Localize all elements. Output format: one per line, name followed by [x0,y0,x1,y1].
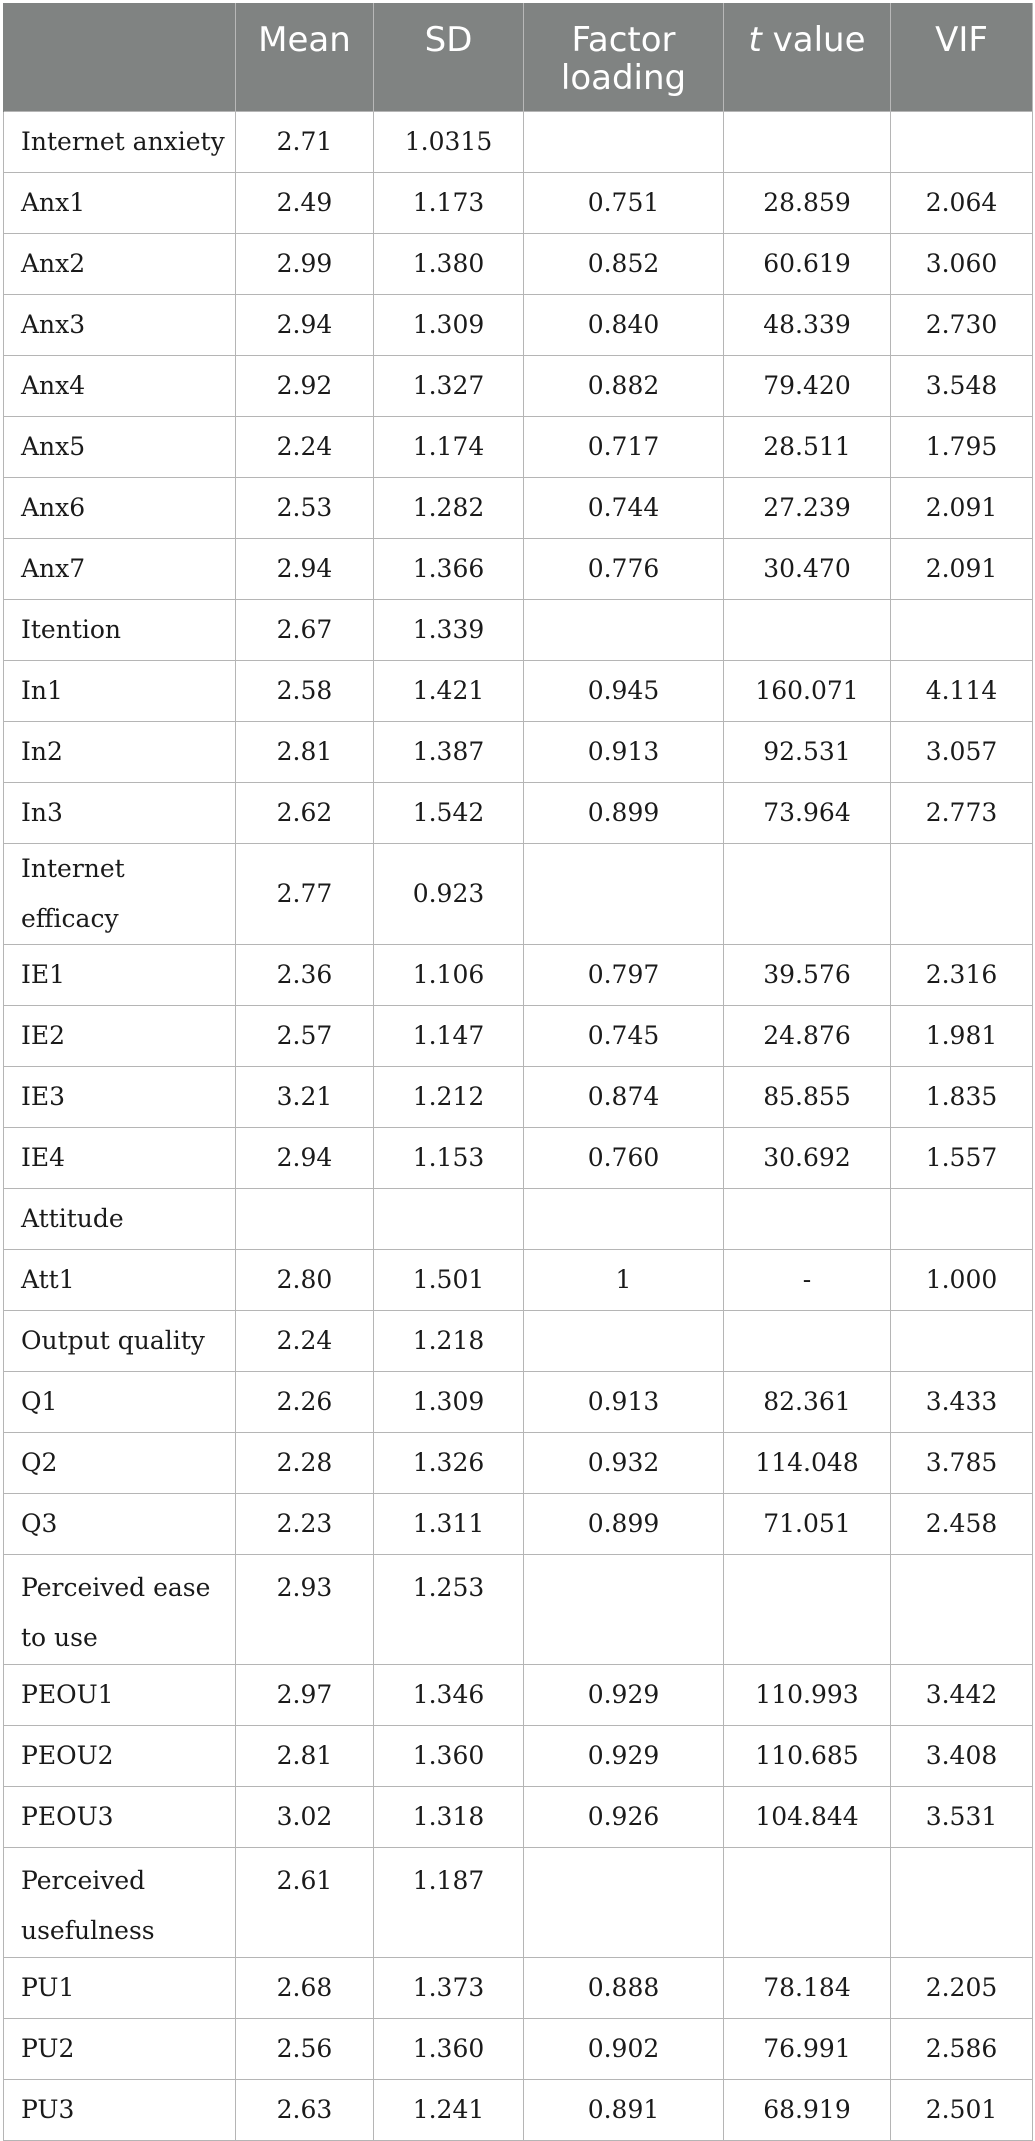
cell-label: Attitude [4,1188,236,1249]
cell-t-value: 76.991 [724,2018,891,2079]
cell-mean: 2.24 [236,416,374,477]
cell-label: PU1 [4,1957,236,2018]
cell-sd: 0.923 [374,843,524,944]
cell-sd: 1.0315 [374,111,524,172]
cell-t-value: 39.576 [724,944,891,1005]
cell-vif: 2.773 [891,782,1033,843]
cell-vif: 3.531 [891,1786,1033,1847]
cell-vif [891,599,1033,660]
cell-t-value: 30.692 [724,1127,891,1188]
cell-sd: 1.106 [374,944,524,1005]
cell-t-value: 71.051 [724,1493,891,1554]
cell-label: PU2 [4,2018,236,2079]
header-t-value [724,3,891,111]
cell-vif: 3.785 [891,1432,1033,1493]
cell-sd: 1.360 [374,1725,524,1786]
header-factor-loading-line2: loading [560,58,687,98]
cell-sd: 1.346 [374,1664,524,1725]
table-row [4,1493,1033,1554]
cell-vif: 3.548 [891,355,1033,416]
cell-t-value: 73.964 [724,782,891,843]
cell-factor-loading [524,599,724,660]
cell-mean: 2.93 [236,1554,374,1664]
cell-factor-loading: 0.776 [524,538,724,599]
cell-label: PEOU2 [4,1725,236,1786]
cell-factor-loading: 0.840 [524,294,724,355]
header-sd: SD [374,3,524,111]
cell-t-value [724,111,891,172]
table-row [4,599,1033,660]
cell-label: PEOU1 [4,1664,236,1725]
header-factor-loading-line1: Factor [571,20,676,60]
cell-vif: 2.091 [891,477,1033,538]
cell-vif: 1.795 [891,416,1033,477]
table-row [4,721,1033,782]
cell-sd: 1.366 [374,538,524,599]
table-row [4,1066,1033,1127]
cell-mean: 2.63 [236,2079,374,2140]
table-row [4,1725,1033,1786]
cell-mean: 2.92 [236,355,374,416]
cell-t-value: - [724,1249,891,1310]
cell-t-value: 82.361 [724,1371,891,1432]
cell-factor-loading: 0.929 [524,1664,724,1725]
cell-t-value: 28.511 [724,416,891,477]
cell-label: Anx5 [4,416,236,477]
table-row [4,477,1033,538]
cell-sd: 1.241 [374,2079,524,2140]
cell-t-value: 48.339 [724,294,891,355]
cell-label: Perceived ease to use [4,1554,236,1664]
cell-mean: 2.99 [236,233,374,294]
cell-mean: 2.80 [236,1249,374,1310]
cell-t-value [724,843,891,944]
cell-label: Anx7 [4,538,236,599]
cell-mean: 2.94 [236,538,374,599]
cell-label: IE2 [4,1005,236,1066]
cell-mean: 2.56 [236,2018,374,2079]
cell-factor-loading: 0.751 [524,172,724,233]
cell-label: Q1 [4,1371,236,1432]
cell-vif: 3.433 [891,1371,1033,1432]
table-row [4,1664,1033,1725]
table-row [4,1371,1033,1432]
cell-mean: 2.28 [236,1432,374,1493]
cell-t-value: 110.993 [724,1664,891,1725]
cell-label: Anx3 [4,294,236,355]
table-row [4,1005,1033,1066]
table-row [4,416,1033,477]
cell-vif: 2.586 [891,2018,1033,2079]
table-row [4,1554,1033,1664]
table-row [4,843,1033,944]
cell-vif: 2.458 [891,1493,1033,1554]
table-row [4,1188,1033,1249]
cell-mean: 2.81 [236,721,374,782]
cell-sd: 1.147 [374,1005,524,1066]
cell-label: Anx2 [4,233,236,294]
cell-sd: 1.174 [374,416,524,477]
cell-label: PEOU3 [4,1786,236,1847]
cell-sd: 1.309 [374,294,524,355]
cell-factor-loading: 0.929 [524,1725,724,1786]
cell-label: Internet efficacy [4,843,236,944]
cell-mean: 2.24 [236,1310,374,1371]
cell-label: Itention [4,599,236,660]
cell-sd: 1.421 [374,660,524,721]
cell-vif: 3.442 [891,1664,1033,1725]
cell-label: In3 [4,782,236,843]
cell-factor-loading: 0.797 [524,944,724,1005]
cell-label: Output quality [4,1310,236,1371]
cell-vif: 2.205 [891,1957,1033,2018]
cell-t-value [724,599,891,660]
table-row [4,944,1033,1005]
table-header [4,3,1033,111]
cell-sd: 1.373 [374,1957,524,2018]
table-body [4,111,1033,2140]
measurement-table [3,3,1033,2141]
cell-label: Anx1 [4,172,236,233]
cell-factor-loading: 0.852 [524,233,724,294]
cell-vif: 4.114 [891,660,1033,721]
cell-factor-loading [524,111,724,172]
cell-sd: 1.501 [374,1249,524,1310]
cell-factor-loading: 0.902 [524,2018,724,2079]
cell-factor-loading: 0.899 [524,782,724,843]
table-row [4,660,1033,721]
cell-sd: 1.309 [374,1371,524,1432]
cell-sd: 1.380 [374,233,524,294]
cell-mean: 2.61 [236,1847,374,1957]
cell-mean: 2.57 [236,1005,374,1066]
cell-sd: 1.360 [374,2018,524,2079]
cell-label: Q3 [4,1493,236,1554]
cell-mean: 2.26 [236,1371,374,1432]
header-label [4,3,236,111]
cell-factor-loading: 0.913 [524,1371,724,1432]
cell-label: Anx6 [4,477,236,538]
table-row [4,1957,1033,2018]
cell-mean: 2.23 [236,1493,374,1554]
cell-factor-loading: 0.932 [524,1432,724,1493]
cell-factor-loading: 0.888 [524,1957,724,2018]
cell-label: Att1 [4,1249,236,1310]
cell-t-value: 160.071 [724,660,891,721]
cell-t-value: 60.619 [724,233,891,294]
cell-t-value: 110.685 [724,1725,891,1786]
cell-t-value: 68.919 [724,2079,891,2140]
cell-factor-loading [524,843,724,944]
cell-mean: 2.81 [236,1725,374,1786]
cell-vif [891,1847,1033,1957]
cell-factor-loading: 0.899 [524,1493,724,1554]
cell-mean: 2.94 [236,294,374,355]
cell-sd [374,1188,524,1249]
cell-vif: 3.057 [891,721,1033,782]
header-t-italic: t [748,20,762,60]
table-row [4,111,1033,172]
cell-factor-loading: 0.744 [524,477,724,538]
cell-mean: 2.68 [236,1957,374,2018]
cell-sd: 1.542 [374,782,524,843]
table-row [4,1786,1033,1847]
cell-label: IE1 [4,944,236,1005]
cell-sd: 1.212 [374,1066,524,1127]
cell-mean [236,1188,374,1249]
cell-factor-loading: 0.745 [524,1005,724,1066]
table-row [4,2018,1033,2079]
cell-vif: 1.981 [891,1005,1033,1066]
cell-label: Internet anxiety [4,111,236,172]
cell-vif: 1.835 [891,1066,1033,1127]
table-row [4,1847,1033,1957]
cell-t-value [724,1554,891,1664]
cell-t-value: 78.184 [724,1957,891,2018]
cell-t-value: 85.855 [724,1066,891,1127]
cell-mean: 3.02 [236,1786,374,1847]
cell-sd: 1.282 [374,477,524,538]
cell-t-value: 28.859 [724,172,891,233]
cell-factor-loading [524,1188,724,1249]
header-vif: VIF [891,3,1033,111]
cell-mean: 2.53 [236,477,374,538]
cell-sd: 1.173 [374,172,524,233]
header-t-rest: value [761,20,866,60]
cell-t-value: 27.239 [724,477,891,538]
cell-vif: 2.501 [891,2079,1033,2140]
cell-vif: 1.000 [891,1249,1033,1310]
table-row [4,355,1033,416]
cell-label: Q2 [4,1432,236,1493]
cell-mean: 2.71 [236,111,374,172]
cell-factor-loading: 0.717 [524,416,724,477]
cell-label: PU3 [4,2079,236,2140]
cell-mean: 3.21 [236,1066,374,1127]
cell-mean: 2.97 [236,1664,374,1725]
cell-label: IE3 [4,1066,236,1127]
table-row [4,1432,1033,1493]
cell-vif: 3.060 [891,233,1033,294]
cell-vif: 2.730 [891,294,1033,355]
cell-factor-loading [524,1310,724,1371]
cell-factor-loading: 0.891 [524,2079,724,2140]
cell-label: Anx4 [4,355,236,416]
cell-sd: 1.311 [374,1493,524,1554]
cell-vif [891,843,1033,944]
cell-label: Perceived usefulness [4,1847,236,1957]
cell-mean: 2.58 [236,660,374,721]
cell-mean: 2.94 [236,1127,374,1188]
table-row [4,538,1033,599]
cell-t-value: 24.876 [724,1005,891,1066]
table-row [4,233,1033,294]
cell-t-value [724,1310,891,1371]
table-row [4,172,1033,233]
cell-vif [891,111,1033,172]
cell-factor-loading: 0.945 [524,660,724,721]
cell-sd: 1.387 [374,721,524,782]
cell-sd: 1.218 [374,1310,524,1371]
cell-sd: 1.253 [374,1554,524,1664]
table-row [4,1310,1033,1371]
cell-vif [891,1310,1033,1371]
cell-factor-loading: 0.913 [524,721,724,782]
cell-factor-loading [524,1847,724,1957]
cell-mean: 2.77 [236,843,374,944]
cell-t-value [724,1847,891,1957]
cell-vif: 1.557 [891,1127,1033,1188]
cell-label: In2 [4,721,236,782]
cell-factor-loading: 0.926 [524,1786,724,1847]
header-factor-loading [524,3,724,111]
cell-t-value: 92.531 [724,721,891,782]
cell-t-value: 104.844 [724,1786,891,1847]
cell-factor-loading: 0.882 [524,355,724,416]
cell-mean: 2.67 [236,599,374,660]
cell-vif: 2.091 [891,538,1033,599]
cell-vif [891,1554,1033,1664]
cell-vif [891,1188,1033,1249]
cell-t-value: 30.470 [724,538,891,599]
cell-sd: 1.187 [374,1847,524,1957]
cell-vif: 2.316 [891,944,1033,1005]
cell-sd: 1.326 [374,1432,524,1493]
cell-label: IE4 [4,1127,236,1188]
cell-factor-loading: 1 [524,1249,724,1310]
cell-label: In1 [4,660,236,721]
cell-factor-loading: 0.874 [524,1066,724,1127]
cell-sd: 1.318 [374,1786,524,1847]
cell-vif: 2.064 [891,172,1033,233]
table-row [4,782,1033,843]
cell-mean: 2.49 [236,172,374,233]
cell-factor-loading [524,1554,724,1664]
cell-mean: 2.62 [236,782,374,843]
cell-sd: 1.327 [374,355,524,416]
header-mean: Mean [236,3,374,111]
table-row [4,2079,1033,2140]
cell-vif: 3.408 [891,1725,1033,1786]
cell-sd: 1.153 [374,1127,524,1188]
cell-t-value: 114.048 [724,1432,891,1493]
table-row [4,1127,1033,1188]
cell-t-value [724,1188,891,1249]
table-row [4,1249,1033,1310]
cell-sd: 1.339 [374,599,524,660]
table-row [4,294,1033,355]
cell-mean: 2.36 [236,944,374,1005]
cell-t-value: 79.420 [724,355,891,416]
cell-factor-loading: 0.760 [524,1127,724,1188]
header-row [4,3,1033,111]
